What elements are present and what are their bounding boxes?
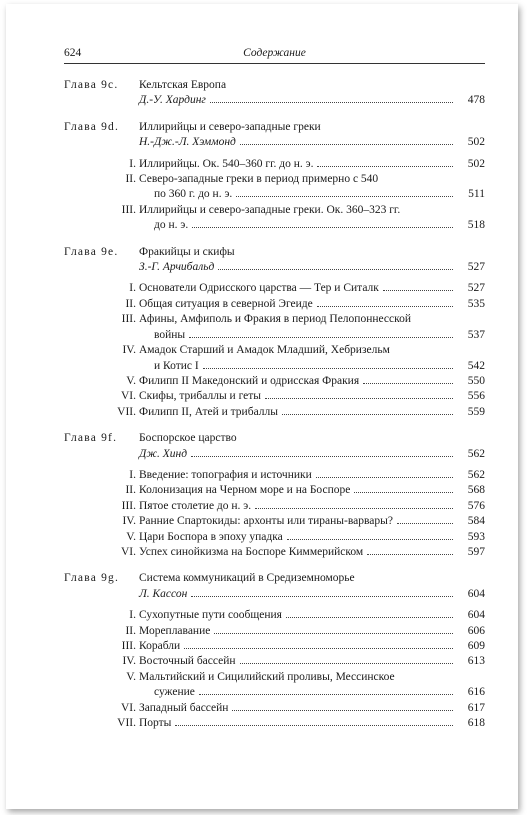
dot-leader	[317, 166, 453, 167]
section-entry-row	[139, 716, 485, 731]
chapter-author: Л. Кассон	[139, 587, 188, 600]
section-entry-row	[139, 701, 485, 716]
section-page-number: 606	[467, 624, 485, 637]
section-page-number: 604	[467, 609, 485, 622]
section-title-line: Успех синойкизма на Боспоре Киммерийском	[139, 545, 364, 558]
section-numeral: III.	[121, 499, 136, 512]
toc-section	[64, 468, 485, 483]
section-entry-row	[139, 468, 485, 483]
section-title-line: Ранние Спартокиды: архонты или тираны-варвары?	[139, 515, 393, 528]
section-entry-row	[139, 654, 485, 669]
toc-section	[64, 172, 485, 203]
chapter-page-number: 478	[467, 94, 485, 107]
section-page-number: 542	[467, 359, 485, 372]
chapter-author-row	[139, 260, 485, 275]
section-entry-row	[139, 218, 485, 233]
toc-section	[64, 670, 485, 701]
chapter-label: Глава 9f.	[64, 432, 118, 445]
dot-leader	[191, 596, 453, 597]
chapter-label: Глава 9g.	[64, 572, 120, 585]
toc-chapter	[64, 431, 485, 560]
section-entry-row	[139, 685, 485, 700]
section-entry-row	[139, 157, 485, 172]
dot-leader	[316, 477, 453, 478]
chapter-heading	[64, 431, 485, 462]
section-entry-row	[139, 545, 485, 560]
chapter-title: Система коммуникаций в Средиземноморье	[139, 572, 355, 585]
toc-section	[64, 343, 485, 374]
section-numeral: II.	[125, 173, 136, 186]
section-numeral: V.	[126, 374, 136, 387]
section-title-line: Скифы, трибаллы и геты	[139, 390, 261, 403]
dot-leader	[210, 102, 453, 103]
chapter-page-number: 562	[467, 447, 485, 460]
section-title-line: войны	[154, 328, 186, 341]
section-list	[64, 608, 485, 731]
section-numeral: II.	[125, 624, 136, 637]
dot-leader	[192, 227, 453, 228]
chapter-heading	[64, 78, 485, 109]
section-numeral: I.	[129, 468, 136, 481]
section-numeral: I.	[129, 609, 136, 622]
dot-leader	[367, 554, 453, 555]
section-entry-row	[139, 281, 485, 296]
dot-leader	[287, 539, 453, 540]
section-entry-row	[139, 499, 485, 514]
section-entry-row	[139, 608, 485, 623]
section-page-number: 609	[467, 640, 485, 652]
toc-section	[64, 624, 485, 639]
toc-chapter	[64, 78, 485, 109]
chapter-page-number: 527	[467, 261, 485, 274]
chapter-title: Боспорское царство	[139, 432, 237, 445]
chapter-page-number: 604	[467, 587, 485, 600]
document-page	[6, 4, 518, 809]
dot-leader	[363, 383, 453, 384]
dot-leader	[184, 648, 453, 649]
section-numeral: IV.	[122, 655, 136, 668]
section-page-number: 584	[467, 515, 485, 528]
toc-section	[64, 389, 485, 404]
section-title-line: Цари Боспора в эпоху упадка	[139, 530, 283, 543]
dot-leader	[255, 508, 453, 509]
section-entry-row	[139, 483, 485, 498]
section-entry-row	[139, 389, 485, 404]
dot-leader	[240, 144, 453, 145]
section-title-line: Восточный бассейн	[139, 655, 236, 668]
section-title-line: Порты	[139, 717, 172, 730]
section-entry-row	[139, 530, 485, 545]
section-page-number: 616	[467, 686, 485, 699]
toc-chapter	[64, 120, 485, 234]
running-header	[64, 44, 485, 64]
toc-section	[64, 545, 485, 560]
section-numeral: VI.	[120, 390, 136, 403]
dot-leader	[317, 306, 453, 307]
toc-section	[64, 203, 485, 234]
section-page-number: 537	[467, 328, 485, 341]
dot-leader	[236, 196, 453, 197]
toc-section	[64, 405, 485, 420]
toc-section	[64, 483, 485, 498]
dot-leader	[214, 633, 453, 634]
chapter-title: Иллирийцы и северо-западные греки	[139, 120, 321, 133]
section-page-number: 597	[467, 545, 485, 558]
toc-section	[64, 281, 485, 296]
chapter-author-row	[139, 587, 485, 602]
section-entry-row	[139, 359, 485, 374]
table-of-contents	[64, 78, 485, 742]
section-page-number: 613	[467, 655, 485, 668]
section-numeral: VI.	[120, 545, 136, 558]
section-title-line: Филипп II, Атей и трибаллы	[139, 405, 278, 418]
section-page-number: 576	[467, 499, 485, 512]
section-numeral: II.	[125, 297, 136, 310]
section-entry-row	[139, 624, 485, 639]
dot-leader	[265, 398, 453, 399]
dot-leader	[240, 663, 453, 664]
section-numeral: IV.	[122, 344, 136, 357]
toc-chapter	[64, 245, 485, 420]
section-numeral: I.	[129, 157, 136, 170]
section-page-number: 618	[467, 717, 485, 730]
dot-leader	[286, 617, 453, 618]
section-page-number: 617	[467, 701, 485, 714]
chapter-author: Д.-У. Хардинг	[139, 94, 206, 107]
chapter-heading	[64, 245, 485, 276]
chapter-author: Дж. Хинд	[139, 447, 188, 460]
section-numeral: VI.	[120, 701, 136, 714]
chapter-author-row	[139, 93, 485, 108]
section-page-number: 535	[467, 297, 485, 310]
chapter-heading	[64, 571, 485, 602]
chapter-label: Глава 9e.	[64, 245, 119, 258]
section-page-number: 568	[467, 484, 485, 497]
section-list	[64, 281, 485, 420]
chapter-author-row	[139, 447, 485, 462]
section-page-number: 511	[468, 188, 485, 201]
section-entry-row	[139, 514, 485, 529]
toc-section	[64, 499, 485, 514]
dot-leader	[354, 492, 453, 493]
chapter-label: Глава 9c.	[64, 79, 119, 91]
section-entry-row	[139, 187, 485, 202]
toc-section	[64, 514, 485, 529]
section-title-line: Общая ситуация в северной Эгеиде	[139, 297, 313, 310]
section-title-line: Мореплавание	[139, 624, 211, 637]
section-numeral: VII.	[117, 717, 136, 730]
section-title-line: Иллирийцы и северо-западные греки. Ок. 360–323 гг.	[139, 203, 401, 216]
section-page-number: 559	[467, 405, 485, 418]
toc-section	[64, 312, 485, 343]
toc-section	[64, 608, 485, 623]
section-title-line: Колонизация на Черном море и на Боспоре	[139, 484, 351, 497]
section-numeral: III.	[121, 203, 136, 216]
chapter-author: Н.-Дж.-Л. Хэммонд	[139, 136, 236, 149]
section-numeral: VII.	[117, 405, 136, 418]
dot-leader	[282, 414, 453, 415]
section-title-line: сужение	[154, 686, 195, 699]
section-numeral: I.	[129, 282, 136, 295]
toc-section	[64, 530, 485, 545]
toc-section	[64, 157, 485, 172]
section-title-line: Амадок Старший и Амадок Младший, Хебризельм	[139, 344, 390, 357]
section-list	[64, 468, 485, 560]
dot-leader	[199, 694, 453, 695]
section-entry-row	[139, 405, 485, 420]
toc-chapter	[64, 571, 485, 731]
chapter-title: Фракийцы и скифы	[139, 245, 235, 258]
chapter-author-row	[139, 135, 485, 150]
dot-leader	[383, 290, 453, 291]
chapter-heading	[64, 120, 485, 151]
chapter-label: Глава 9d.	[64, 120, 120, 133]
section-page-number: 562	[467, 468, 485, 481]
section-page-number: 527	[467, 282, 485, 295]
dot-leader	[218, 269, 453, 270]
section-page-number: 593	[467, 530, 485, 543]
chapter-title: Кельтская Европа	[139, 79, 227, 91]
dot-leader	[397, 523, 453, 524]
section-title-line: Корабли	[139, 640, 181, 652]
section-title-line: и Котис I	[154, 359, 199, 372]
section-title-line: Западный бассейн	[139, 701, 229, 714]
toc-section	[64, 716, 485, 731]
section-title-line: Введение: топография и источники	[139, 468, 312, 481]
section-title-line: Основатели Одрисского царства — Тер и Ситалк	[139, 282, 379, 295]
section-entry-row	[139, 297, 485, 312]
page-number: 624	[64, 47, 82, 59]
section-numeral: IV.	[122, 515, 136, 528]
section-title-line: Филипп II Македонский и одрисская Фракия	[139, 374, 360, 387]
section-numeral: III.	[121, 313, 136, 326]
toc-section	[64, 654, 485, 669]
section-numeral: V.	[126, 670, 136, 683]
toc-section	[64, 374, 485, 389]
section-page-number: 550	[467, 374, 485, 387]
section-title-line: до н. э.	[154, 219, 189, 232]
section-list	[64, 157, 485, 234]
section-title-line: Мальтийский и Сицилийский проливы, Мессинское	[139, 670, 395, 683]
section-title-line: Иллирийцы. Ок. 540–360 гг. до н. э.	[139, 157, 314, 170]
dot-leader	[232, 710, 453, 711]
dot-leader	[175, 725, 453, 726]
section-page-number: 502	[467, 157, 485, 170]
section-numeral: V.	[126, 530, 136, 543]
section-title-line: по 360 г. до н. э.	[154, 188, 233, 201]
dot-leader	[191, 456, 453, 457]
running-title: Содержание	[243, 47, 306, 59]
section-title-line: Пятое столетие до н. э.	[139, 499, 252, 512]
section-title-line: Афины, Амфиполь и Фракия в период Пелопоннесской	[139, 313, 412, 326]
chapter-page-number: 502	[467, 136, 485, 149]
toc-section	[64, 701, 485, 716]
section-title-line: Северо-западные греки в период примерно с 540	[139, 173, 379, 186]
section-entry-row	[139, 639, 485, 654]
section-numeral: III.	[121, 640, 136, 652]
dot-leader	[189, 337, 453, 338]
dot-leader	[203, 368, 453, 369]
toc-section	[64, 639, 485, 654]
section-title-line: Сухопутные пути сообщения	[139, 609, 282, 622]
section-numeral: II.	[125, 484, 136, 497]
toc-section	[64, 297, 485, 312]
section-entry-row	[139, 374, 485, 389]
section-page-number: 518	[467, 219, 485, 232]
section-page-number: 556	[467, 390, 485, 403]
section-entry-row	[139, 328, 485, 343]
chapter-author: З.-Г. Арчибальд	[139, 261, 215, 274]
